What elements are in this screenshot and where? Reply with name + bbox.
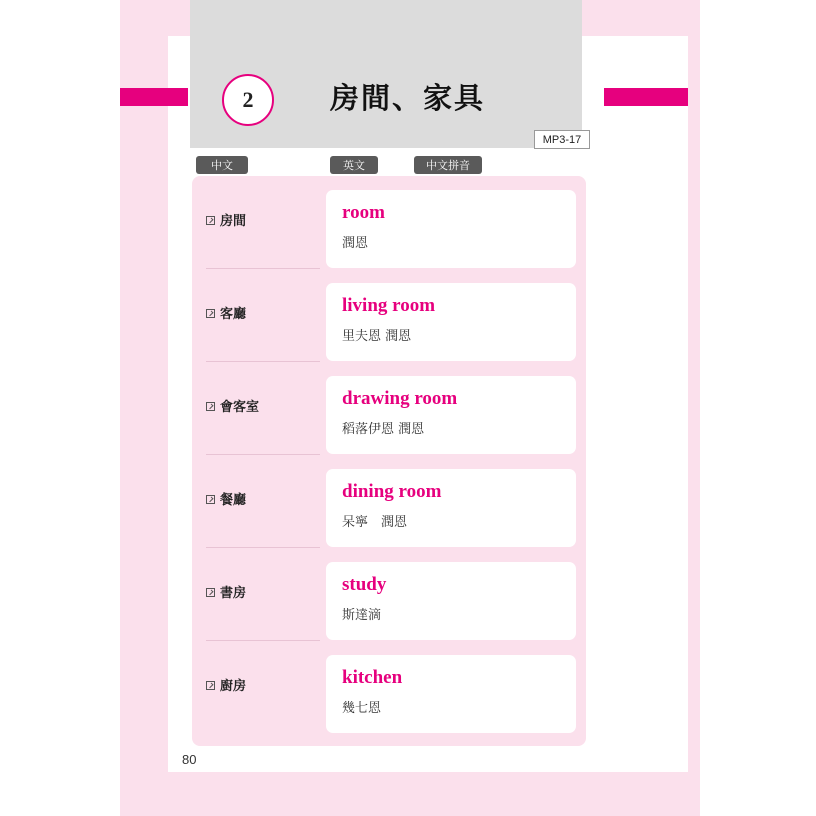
column-header-chinese: 中文 — [196, 156, 248, 174]
page-title: 房間、家具 — [330, 81, 486, 115]
pinyin-text: 呆寧 潤恩 — [342, 515, 408, 530]
chinese-term — [206, 679, 246, 694]
checkbox-icon[interactable] — [206, 588, 215, 597]
english-term: drawing room — [342, 388, 458, 409]
vocabulary-table — [192, 176, 586, 734]
background-pink-footer — [168, 772, 688, 816]
table-row — [192, 362, 586, 455]
checkbox-icon[interactable] — [206, 681, 215, 690]
pinyin-text: 斯達滴 — [342, 608, 382, 623]
entry-card — [326, 190, 576, 268]
pinyin-text: 幾七恩 — [342, 701, 382, 716]
entry-card — [326, 562, 576, 640]
table-row — [192, 269, 586, 362]
table-row — [192, 641, 586, 734]
checkbox-icon[interactable] — [206, 216, 215, 225]
chinese-cell — [192, 269, 326, 362]
english-term: dining room — [342, 481, 442, 502]
chinese-term — [206, 307, 246, 322]
audio-track-label: MP3-17 — [534, 130, 590, 149]
table-row — [192, 455, 586, 548]
entry-card — [326, 655, 576, 733]
english-term: room — [342, 202, 385, 223]
checkbox-icon[interactable] — [206, 495, 215, 504]
chinese-term — [206, 400, 259, 415]
chinese-term-text: 客廳 — [220, 307, 247, 322]
decorative-bar-right — [604, 88, 688, 106]
table-row — [192, 548, 586, 641]
english-term: living room — [342, 295, 436, 316]
entry-card — [326, 376, 576, 454]
pinyin-text: 里夫恩 潤恩 — [342, 329, 412, 344]
table-row — [192, 176, 586, 269]
column-headers — [196, 156, 588, 174]
entry-card — [326, 469, 576, 547]
decorative-bar-left — [120, 88, 188, 106]
chinese-term-text: 餐廳 — [220, 493, 247, 508]
chinese-term-text: 廚房 — [220, 679, 247, 694]
chinese-term-text: 會客室 — [220, 400, 260, 415]
chinese-cell — [192, 548, 326, 641]
checkbox-icon[interactable] — [206, 309, 215, 318]
chinese-term — [206, 586, 246, 601]
column-header-pinyin: 中文拼音 — [414, 156, 482, 174]
checkbox-icon[interactable] — [206, 402, 215, 411]
chinese-cell — [192, 362, 326, 455]
pinyin-text: 稻落伊恩 潤恩 — [342, 422, 425, 437]
entry-card — [326, 283, 576, 361]
english-term: study — [342, 574, 387, 595]
page-number: 80 — [182, 752, 197, 767]
chinese-cell — [192, 455, 326, 548]
chinese-term — [206, 214, 246, 229]
chinese-term-text: 房間 — [220, 214, 247, 229]
chinese-cell — [192, 641, 326, 734]
column-header-english: 英文 — [330, 156, 378, 174]
chinese-term — [206, 493, 246, 508]
english-term: kitchen — [342, 667, 403, 688]
pinyin-text: 潤恩 — [342, 236, 369, 251]
chinese-term-text: 書房 — [220, 586, 247, 601]
chinese-cell — [192, 176, 326, 269]
chapter-number-badge: 2 — [222, 74, 274, 126]
